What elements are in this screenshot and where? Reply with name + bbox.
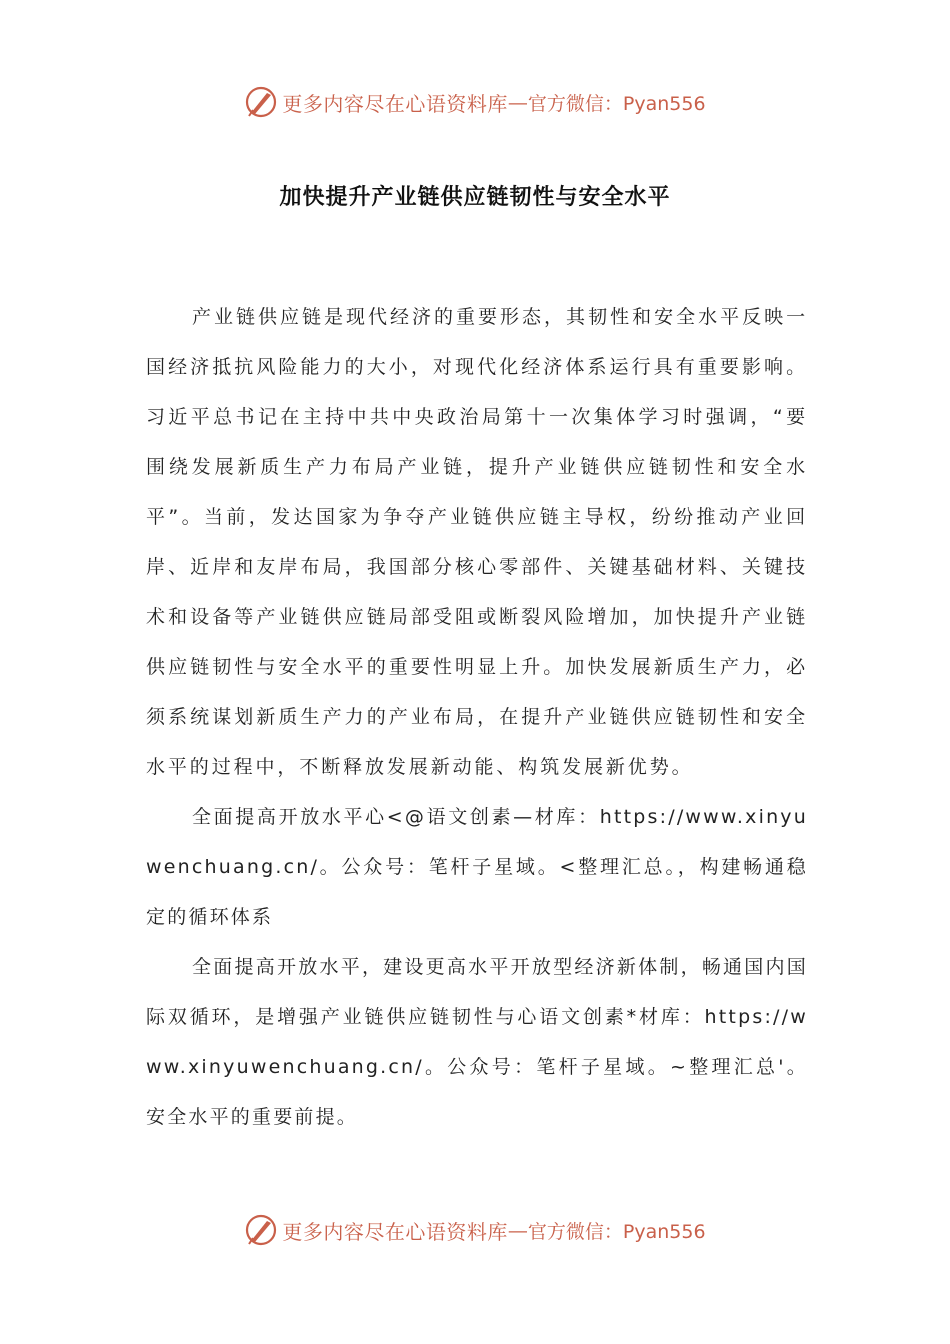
banner-text: 更多内容尽在心语资料库 [282, 1219, 508, 1244]
quill-logo-icon [244, 85, 278, 119]
paragraph-2: 全面提高开放水平心<@语文创素—材库：https://www.xinyuwenchuang.cn/。公众号：笔杆子星域。<整理汇总。，构建畅通稳定的循环体系 [146, 806, 808, 928]
quill-logo-icon [244, 1213, 278, 1247]
header-banner [0, 80, 950, 124]
banner-separator: — [507, 90, 528, 114]
banner-separator: — [507, 1218, 528, 1242]
footer-banner [0, 1208, 950, 1252]
paragraph-3: 全面提高开放水平，建设更高水平开放型经济新体制，畅通国内国际双循环，是增强产业链供应链韧性与心语文创素*材库：https://www.xinyuwenchuang.cn/。公众号：笔杆子星域。~整理汇总'。安全水平的重要前提。 [146, 956, 808, 1128]
banner-text: 更多内容尽在心语资料库 [282, 91, 508, 116]
document-title: 加快提升产业链供应链韧性与安全水平 [279, 185, 671, 210]
document-body [146, 292, 808, 1142]
banner-wechat: 官方微信：Pyan556 [527, 1220, 706, 1243]
banner-wechat: 官方微信：Pyan556 [527, 92, 706, 115]
paragraph-1: 产业链供应链是现代经济的重要形态，其韧性和安全水平反映一国经济抵抗风险能力的大小，对现代化经济体系运行具有重要影响。习近平总书记在主持中共中央政治局第十一次集体学习时强调，“要围绕发展新质生产力布局产业链，提升产业链供应链韧性和安全水平”。当前，发达国家为争夺产业链供应链主导权，纷纷推动产业回岸、近岸和友岸布局，我国部分核心零部件、关键基础材料、关键技术和设备等产业链供应链局部受阻或断裂风险增加，加快提升产业链供应链韧性与安全水平的重要性明显上升。加快发展新质生产力，必须系统谋划新质生产力的产业布局，在提升产业链供应链韧性和安全水平的过程中，不断释放发展新动能、构筑发展新优势。 [146, 306, 808, 778]
